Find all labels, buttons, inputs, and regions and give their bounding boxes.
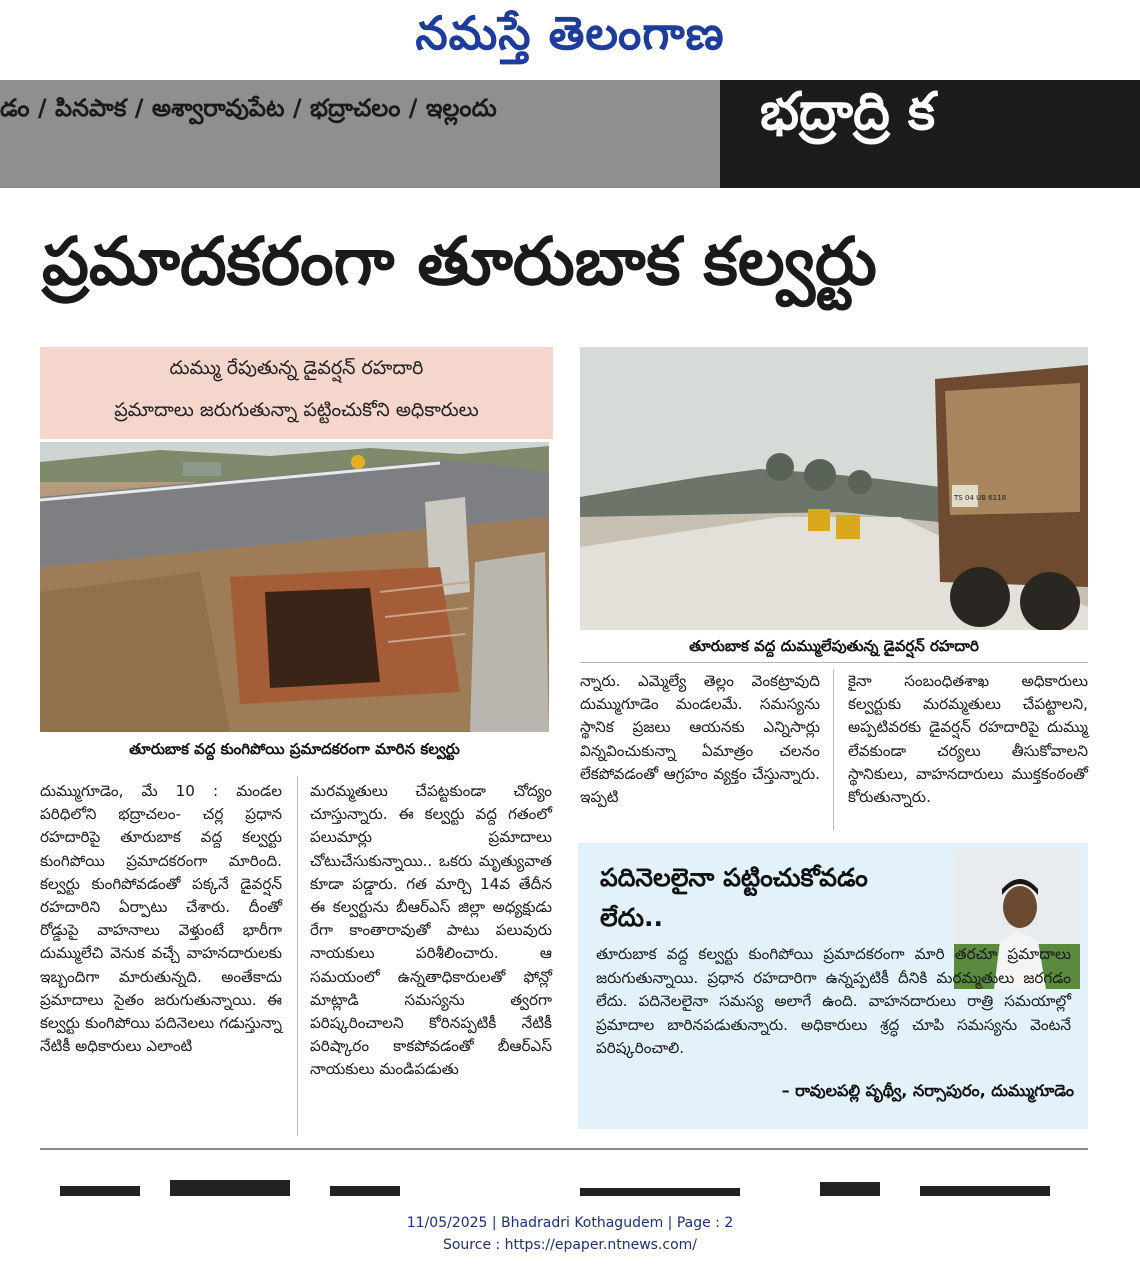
article-column-1 [40,780,282,1140]
article-column-4 [848,670,1088,830]
masthead [0,0,1140,80]
culvert-photo-caption: తూరుబాక వద్ద కుంగిపోయి ప్రమాదకరంగా మారిన కల్వర్టు [129,740,460,758]
next-article-cutoff [40,1150,1088,1196]
caption-rule [580,662,1088,663]
truck-number-plate: TS 04 UB 6118 [954,494,1007,502]
subhead-line-2: ప్రమాదాలు జరుగుతున్నా పట్టించుకోని అధికారులు [114,399,479,421]
quote-title-line-2: లేదు.. [600,903,664,932]
article-column-2 [310,780,552,1140]
article-column-3 [580,670,820,830]
culvert-photo [40,442,549,732]
page-footer [0,1212,1140,1256]
column-4-text: కైనా సంబంధితశాఖ అధికారులు కల్వర్టుకు మరమ్మతులు చేపట్టాలని, అప్పటివరకు డైవర్షన్ రహదారిపై దుమ్ము లేవకుండా చర్యలు తీసుకోవాలని స్థానికులు, వాహనదారులు ముక్తకంఠంతో కోరుతున్నారు. [848,672,1088,807]
footer-source: Source : https://epaper.ntnews.com/ [442,1237,698,1253]
footer-page-info: 11/05/2025 | Bhadradri Kothagudem | Page : 2 [406,1215,734,1231]
column-rule-1 [297,776,298,1136]
quote-title-line-1: పదినెలలైనా పట్టించుకోవడం [600,863,868,892]
quote-box [578,843,1088,1129]
column-1-text: దుమ్ముగూడెం, మే 10 : మండల పరిధిలోని భద్రాచలం- చర్ల ప్రధాన రహదారిపై తూరుబాక వద్ద కల్వర్టు కుంగిపోయి ప్రమాదకరంగా మారింది. కల్వర్టు కుంగిపోవడంతో పక్కనే డైవర్షన్ రహదారిని ఏర్పాటు చేశారు. దీంతో రోడ్డుపై వాహనాలు వెళ్తుంటే భారీగా దుమ్ములేచి వెనుక వచ్చే వాహనదారులకు ఇబ్బందిగా మారుతున్నది. అంతేకాదు ప్రమాదాలు సైతం జరుగుతున్నాయి. ఈ కల్వర్టు కుంగిపోయి పదినెలలు గడుస్తున్నా నేటికీ అధికారులు ఎలాంటి [40,782,282,1056]
newspaper-logo: నమస్తే తెలంగాణ [415,6,725,60]
subhead-box [40,347,553,439]
column-rule-2 [833,670,834,830]
article-headline: ప్రమాదకరంగా తూరుబాక కల్వర్టు [42,223,877,300]
section-places: డం / పినపాక / అశ్వారావుపేట / భద్రాచలం / ఇల్లందు [0,94,497,122]
column-2-text: మరమ్మతులు చేపట్టకుండా చోద్యం చూస్తున్నారు. ఈ కల్వర్టు వద్ద గతంలో పలుమార్లు ప్రమాదాలు చోటుచేసుకున్నాయి.. ఒకరు మృత్యువాత కూడా పడ్డారు. గత మార్చి 14వ తేదీన ఈ కల్వర్టును బీఆర్ఎస్ జిల్లా అధ్యక్షుడు రేగా కాంతారావుతో పాటు పలువురు నాయకులు పరిశీలించారు. ఆ సమయంలో ఉన్నతాధికారులతో ఫోన్లో మాట్లాడి సమస్యను త్వరగా పరిష్కరించాలని కోరినప్పటికీ నేటికీ పరిష్కారం కాకపోవడంతో బీఆర్ఎస్ నాయకులు మండిపడుతు [310,782,552,1079]
road-photo [580,347,1088,630]
subhead-line-1: దుమ్ము రేపుతున్న డైవర్షన్ రహదారి [169,357,424,379]
quote-signature: – రావులపల్లి పృథ్వీ, నర్సాపురం, దుమ్ముగూడెం [781,1081,1074,1100]
column-3-text: న్నారు. ఎమ్మెల్యే తెల్లం వెంకట్రావుది దుమ్ముగూడెం మండలమే. సమస్యను స్థానిక ప్రజలు ఆయనకు ఎన్నిసార్లు విన్నవించుకున్నా ఏమాత్రం చలనం లేకపోవడంతో ఆగ్రహం వ్యక్తం చేస్తున్నారు. ఇప్పటి [580,672,820,807]
district-title: భద్రాద్రి క [760,82,936,142]
road-photo-caption: తూరుబాక వద్ద దుమ్ములేపుతున్న డైవర్షన్ రహదారి [689,637,979,655]
quote-text: తూరుబాక వద్ద కల్వర్టు కుంగిపోయి ప్రమాదకరంగా మారి తరచూ ప్రమాదాలు జరుగుతున్నాయి. ప్రధాన రహదారిగా ఉన్నప్పటికీ దీనికి మరమ్మతులు జరగడం లేదు. పదినెలలైనా సమస్య అలాగే ఉంది. వాహనదారులు రాత్రి సమయాల్లో ప్రమాదాల బారినపడుతున్నారు. అధికారులు శ్రద్ధ చూపి సమస్యను వెంటనే పరిష్కరించాలి. [596,945,1071,1057]
district-banner [720,80,1140,188]
